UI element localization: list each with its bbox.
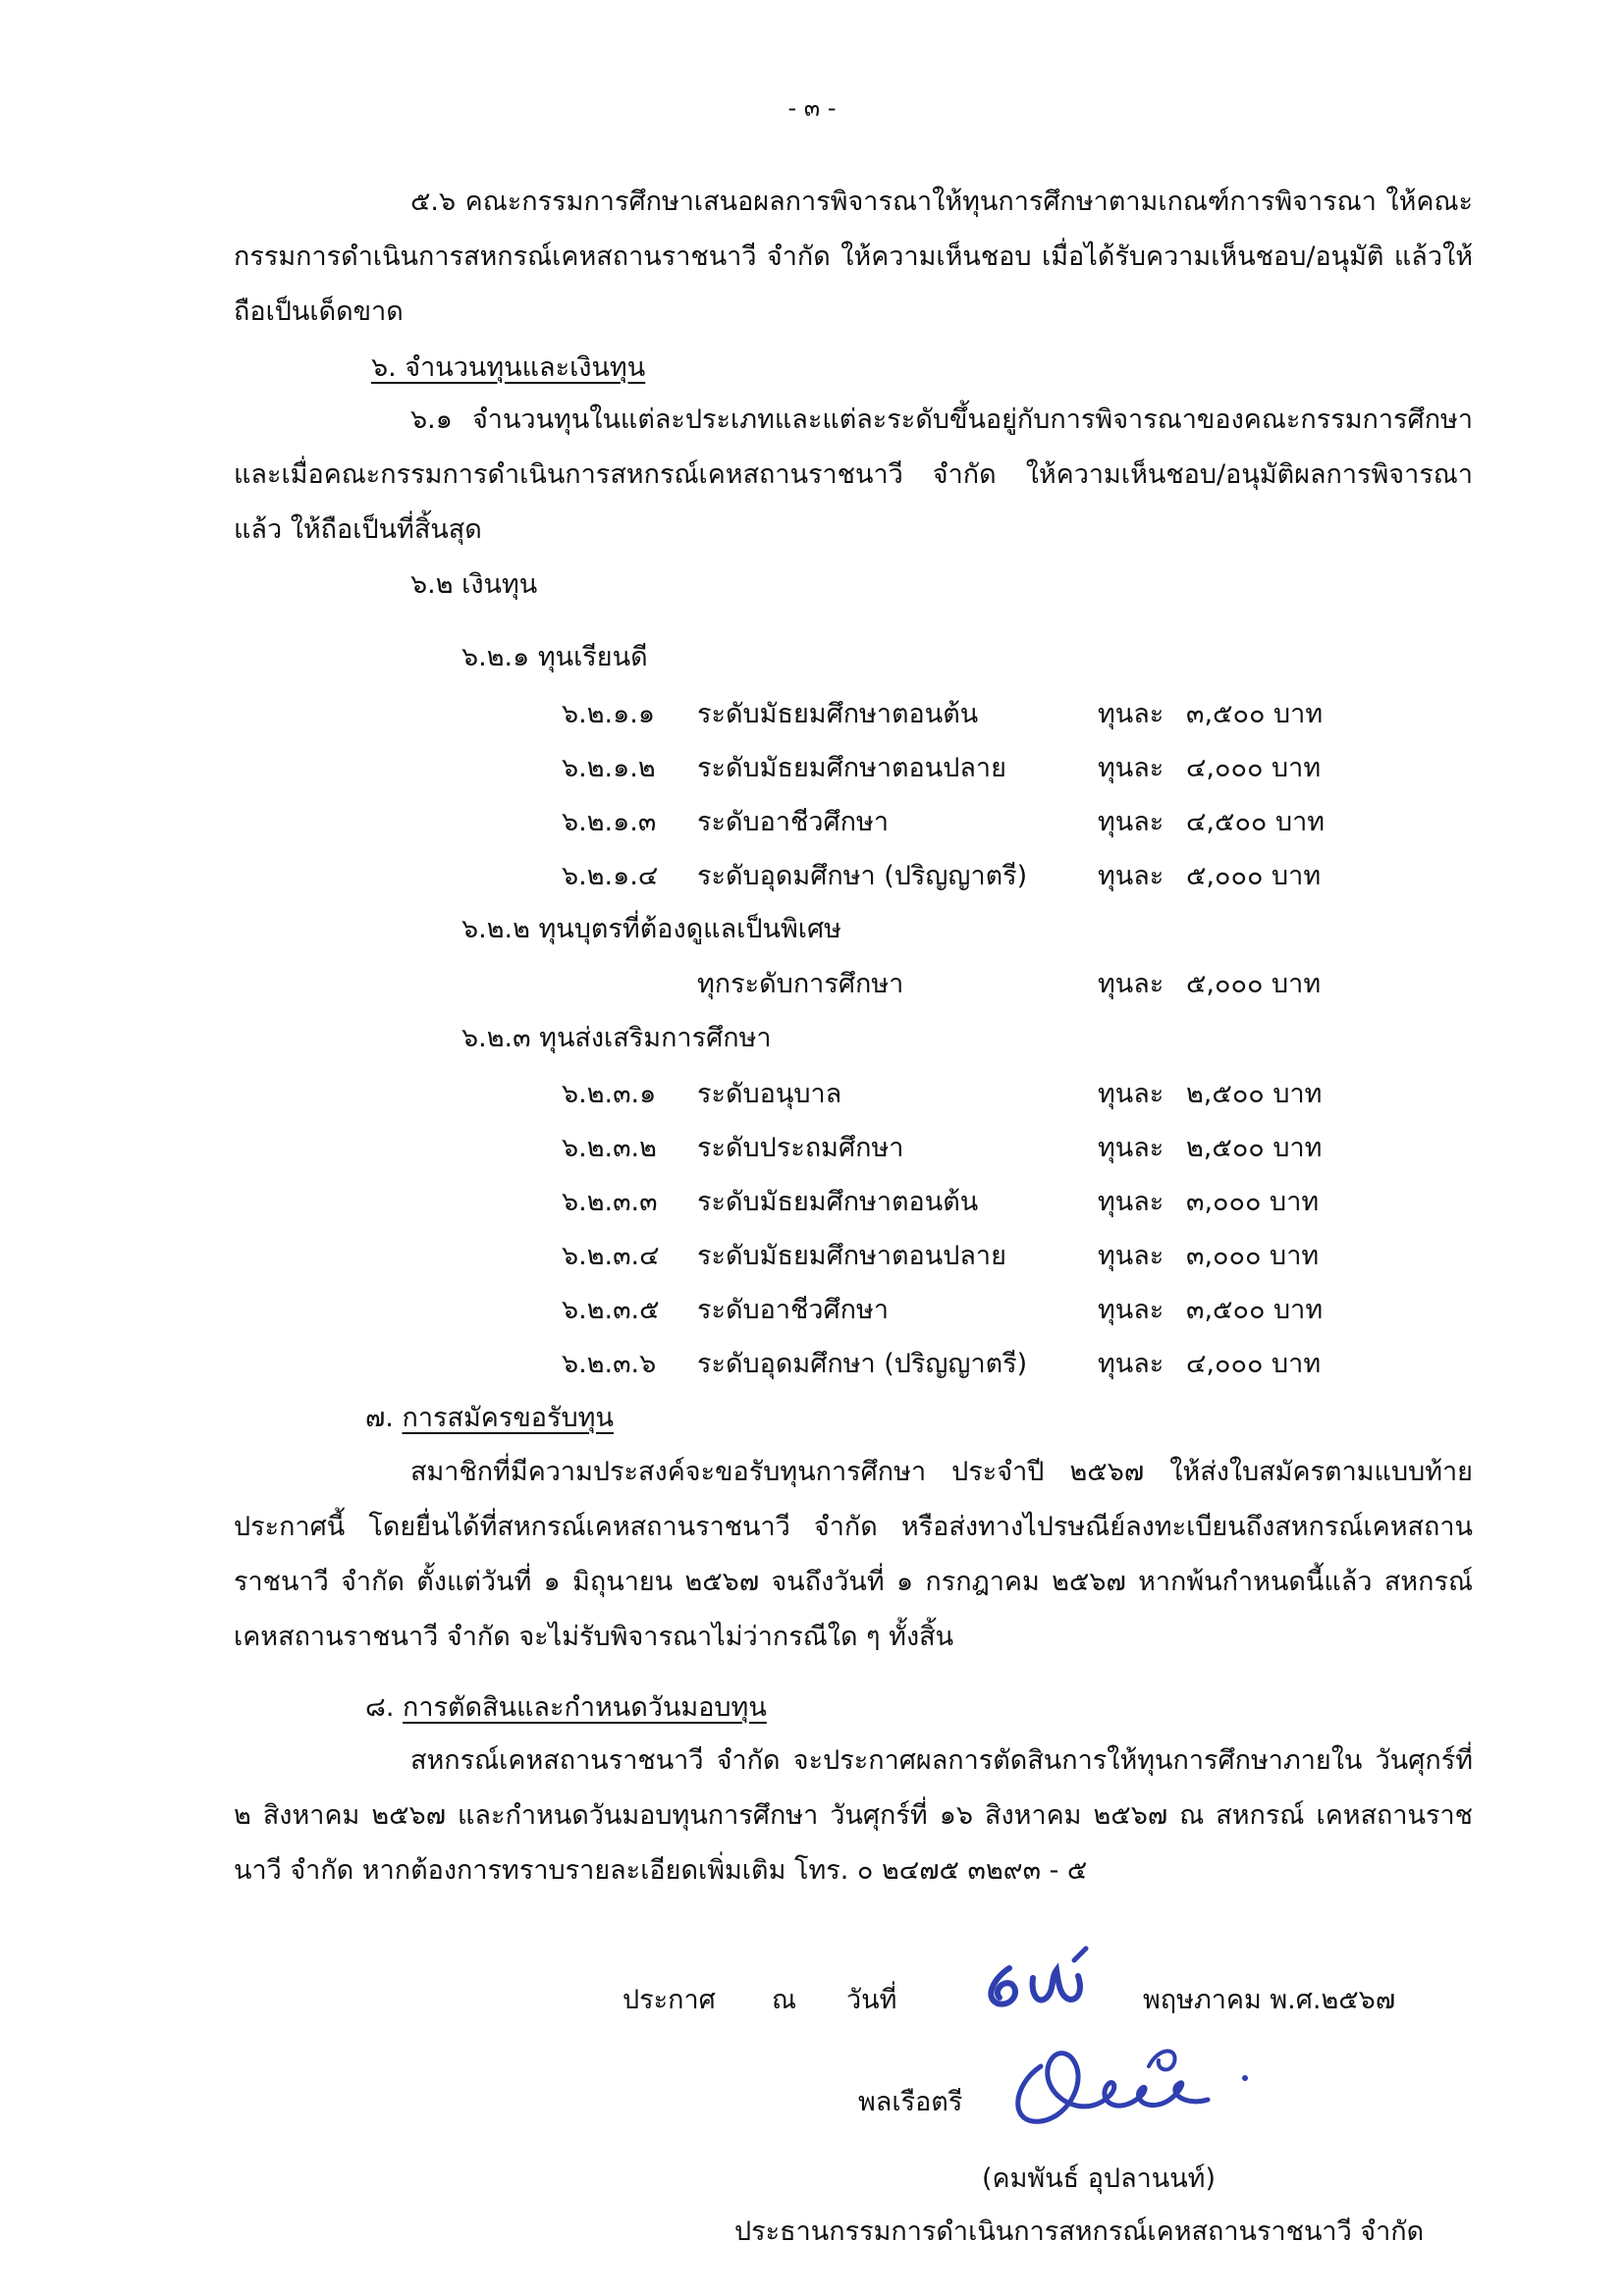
section-6-1-paragraph: ๖.๑ จำนวนทุนในแต่ละประเภทและแต่ละระดับขึ้นอยู่กับการพิจารณาของคณะกรรมการศึกษา และเมื่อคณะกรรมการดำเนินการสหกรณ์เคหสถานราชนาวี จำกัด ให้ความเห็นชอบ/อนุมัติผลการพิจารณาแล้ว ให้ถือเป็นที่สิ้นสุด — [234, 404, 1473, 545]
row-level: ระดับมัธยมศึกษาตอนปลาย — [697, 753, 1006, 783]
row-code: ๖.๒.๓.๔ — [562, 1241, 660, 1271]
row-level: ระดับมัธยมศึกษาตอนต้น — [697, 699, 979, 729]
signer-name: (คมพันธ์ อุปลานนท์) — [982, 2163, 1217, 2194]
scholarship-row — [0, 695, 1624, 734]
row-amount: ๕,๐๐๐ บาท — [1186, 969, 1322, 999]
row-amount: ๓,๐๐๐ บาท — [1186, 1187, 1320, 1217]
scholarship-row — [0, 1345, 1624, 1384]
row-unit: ทุนละ — [1098, 861, 1164, 891]
signature — [1001, 2027, 1276, 2145]
row-unit: ทุนละ — [1098, 969, 1164, 999]
row-level: ระดับอาชีวศึกษา — [697, 807, 889, 837]
group-6-2-1-title: ๖.๒.๑ ทุนเรียนดี — [461, 642, 648, 672]
row-amount: ๓,๕๐๐ บาท — [1186, 699, 1324, 729]
row-unit: ทุนละ — [1098, 1295, 1164, 1325]
section-8-heading — [365, 1688, 767, 1728]
row-code: ๖.๒.๑.๑ — [562, 699, 655, 729]
section-8-number: ๘. — [365, 1692, 395, 1723]
row-code: ๖.๒.๓.๓ — [562, 1187, 658, 1217]
scholarship-row — [0, 1291, 1624, 1330]
row-code: ๖.๒.๓.๕ — [562, 1295, 660, 1325]
row-code: ๖.๒.๑.๓ — [562, 807, 657, 837]
announce-day-label: วันที่ — [846, 1985, 897, 2015]
section-6-heading: ๖. จำนวนทุนและเงินทุน — [371, 352, 646, 383]
scholarship-row — [0, 1129, 1624, 1168]
row-amount: ๓,๕๐๐ บาท — [1186, 1295, 1324, 1325]
page-number: - ๓ - — [787, 94, 837, 122]
row-level: ระดับอุดมศึกษา (ปริญญาตรี) — [697, 861, 1028, 891]
row-level: ทุกระดับการศึกษา — [697, 969, 904, 999]
row-unit: ทุนละ — [1098, 1241, 1164, 1271]
announce-month-year: พฤษภาคม พ.ศ.๒๕๖๗ — [1143, 1985, 1396, 2015]
group-6-2-3-title: ๖.๒.๓ ทุนส่งเสริมการศึกษา — [461, 1023, 772, 1053]
signer-rank: พลเรือตรี — [858, 2087, 963, 2117]
section-7-number: ๗. — [365, 1403, 394, 1433]
row-level: ระดับอุดมศึกษา (ปริญญาตรี) — [697, 1349, 1028, 1379]
scholarship-row — [0, 857, 1624, 896]
row-code: ๖.๒.๓.๑ — [562, 1079, 657, 1109]
row-unit: ทุนละ — [1098, 807, 1164, 837]
group-6-2-2-title: ๖.๒.๒ ทุนบุตรที่ต้องดูแลเป็นพิเศษ — [461, 914, 841, 944]
scholarship-row — [0, 965, 1624, 1004]
section-7-heading — [365, 1399, 614, 1438]
row-level: ระดับประถมศึกษา — [697, 1133, 904, 1163]
announce-at: ณ — [772, 1985, 797, 2015]
row-level: ระดับมัธยมศึกษาตอนปลาย — [697, 1241, 1006, 1271]
row-amount: ๔,๕๐๐ บาท — [1186, 807, 1326, 837]
row-unit: ทุนละ — [1098, 1079, 1164, 1109]
row-unit: ทุนละ — [1098, 1133, 1164, 1163]
scholarship-row — [0, 803, 1624, 842]
handwritten-day — [972, 1939, 1119, 2027]
row-unit: ทุนละ — [1098, 699, 1164, 729]
row-level: ระดับอนุบาล — [697, 1079, 842, 1109]
section-7-title: การสมัครขอรับทุน — [402, 1403, 614, 1433]
row-unit: ทุนละ — [1098, 1349, 1164, 1379]
signer-position: ประธานกรรมการดำเนินการสหกรณ์เคหสถานราชนาวี จำกัด — [734, 2216, 1425, 2247]
row-unit: ทุนละ — [1098, 753, 1164, 783]
row-amount: ๒,๕๐๐ บาท — [1186, 1079, 1323, 1109]
row-amount: ๒,๕๐๐ บาท — [1186, 1133, 1323, 1163]
row-unit: ทุนละ — [1098, 1187, 1164, 1217]
row-amount: ๕,๐๐๐ บาท — [1186, 861, 1322, 891]
row-code: ๖.๒.๑.๔ — [562, 861, 659, 891]
section-8-paragraph: สหกรณ์เคหสถานราชนาวี จำกัด จะประกาศผลการตัดสินการให้ทุนการศึกษาภายใน วันศุกร์ที่ ๒ สิงหาคม ๒๕๖๗ และกำหนดวันมอบทุนการศึกษา วันศุกร์ที่ ๑๖ สิงหาคม ๒๕๖๗ ณ สหกรณ์ เคหสถานราชนาวี จำกัด หากต้องการทราบรายละเอียดเพิ่มเติม โทร. ๐ ๒๔๗๕ ๓๒๙๓ - ๕ — [234, 1745, 1473, 1886]
section-7-paragraph: สมาชิกที่มีความประสงค์จะขอรับทุนการศึกษา ประจำปี ๒๕๖๗ ให้ส่งใบสมัครตามแบบท้าย ประกาศนี้ โดยยื่นได้ที่สหกรณ์เคหสถานราชนาวี จำกัด หรือส่งทางไปรษณีย์ลงทะเบียนถึงสหกรณ์เคหสถาน ราชนาวี จำกัด ตั้งแต่วันที่ ๑ มิถุนายน ๒๕๖๗ จนถึงวันที่ ๑ กรกฎาคม ๒๕๖๗ หากพ้นกำหนดนี้แล้ว สหกรณ์ เคหสถานราชนาวี จำกัด จะไม่รับพิจารณาไม่ว่ากรณีใด ๆ ทั้งสิ้น — [234, 1457, 1473, 1652]
section-6-2-heading: ๖.๒ เงินทุน — [410, 569, 538, 600]
row-amount: ๔,๐๐๐ บาท — [1186, 753, 1322, 783]
row-code: ๖.๒.๑.๒ — [562, 753, 656, 783]
intro-paragraph: ๕.๖ คณะกรรมการศึกษาเสนอผลการพิจารณาให้ทุนการศึกษาตามเกณฑ์การพิจารณา ให้คณะกรรมการดำเนินการสหกรณ์เคหสถานราชนาวี จำกัด ให้ความเห็นชอบ เมื่อได้รับความเห็นชอบ/อนุมัติ แล้วให้ถือเป็นเด็ดขาด — [234, 187, 1473, 327]
scholarship-row — [0, 1183, 1624, 1222]
scholarship-row — [0, 1075, 1624, 1114]
section-8-title: การตัดสินและกำหนดวันมอบทุน — [403, 1692, 767, 1723]
row-level: ระดับมัธยมศึกษาตอนต้น — [697, 1187, 979, 1217]
announce-label: ประกาศ — [623, 1985, 716, 2015]
row-level: ระดับอาชีวศึกษา — [697, 1295, 889, 1325]
row-amount: ๓,๐๐๐ บาท — [1186, 1241, 1320, 1271]
row-amount: ๔,๐๐๐ บาท — [1186, 1349, 1322, 1379]
row-code: ๖.๒.๓.๒ — [562, 1133, 657, 1163]
scholarship-row — [0, 749, 1624, 788]
scholarship-row — [0, 1237, 1624, 1276]
row-code: ๖.๒.๓.๖ — [562, 1349, 657, 1379]
